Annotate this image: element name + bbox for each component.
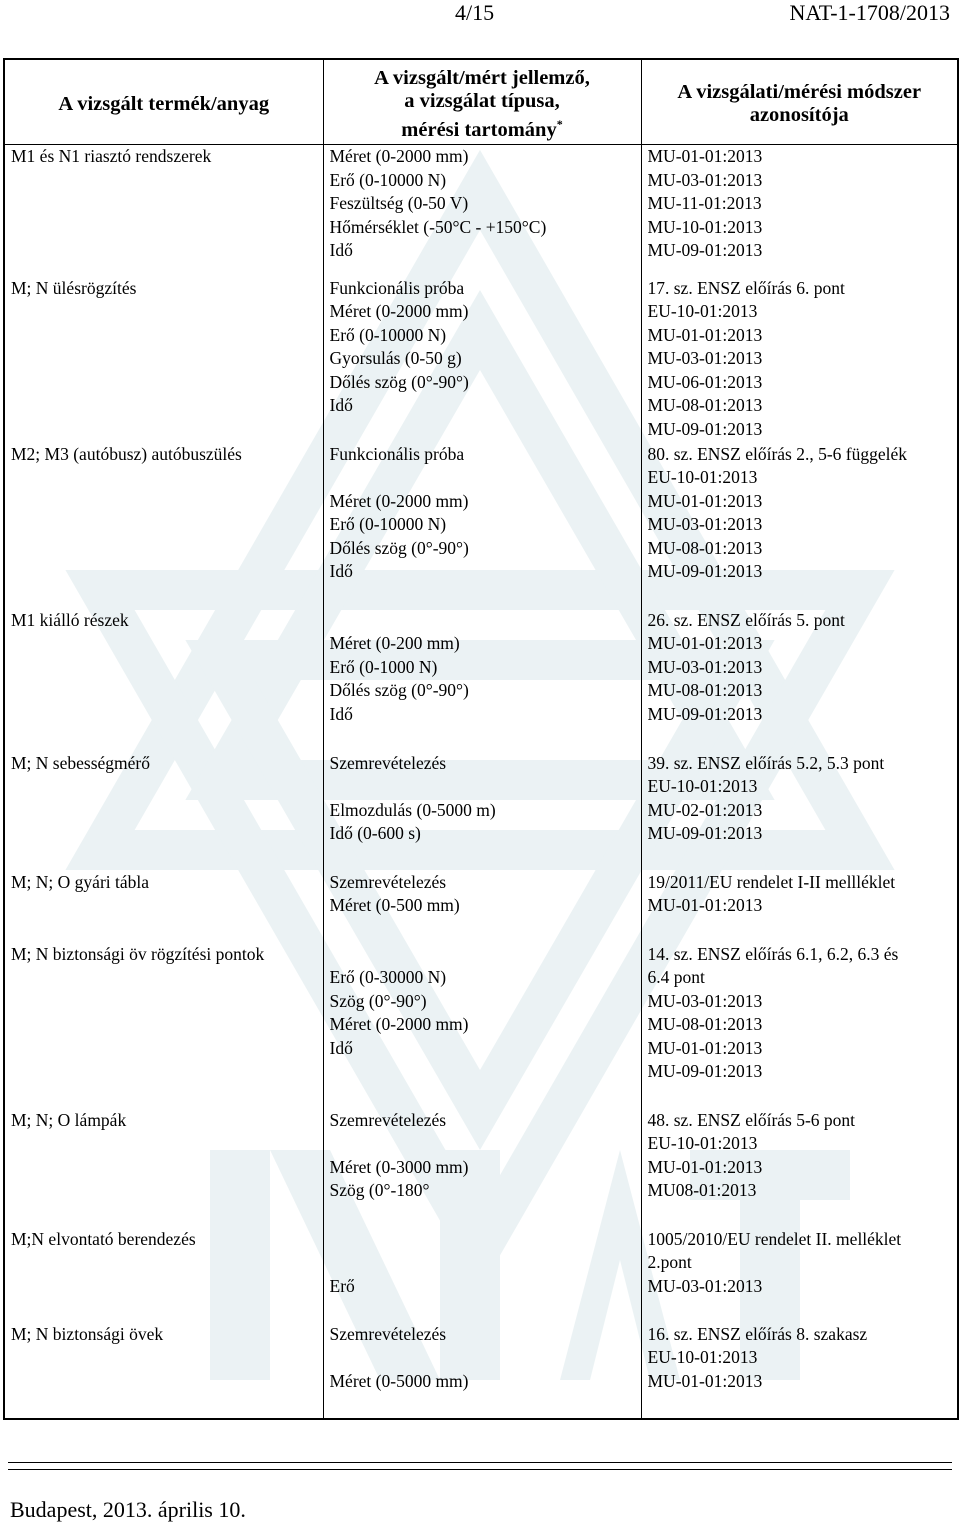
property-cell xyxy=(323,145,641,277)
property-line: Idő xyxy=(329,395,353,415)
page-header xyxy=(0,0,960,30)
property-line: Idő xyxy=(329,561,353,581)
property-line: Erő xyxy=(329,1275,355,1296)
property-cell xyxy=(323,752,641,871)
property-line: Szemrevételezés xyxy=(329,1323,447,1344)
method-line: MU-11-01:2013 xyxy=(647,193,762,213)
product-name: M; N; O gyári tábla xyxy=(11,871,150,892)
property-line: Funkcionális próba xyxy=(329,277,465,298)
method-line: MU-08-01:2013 xyxy=(647,537,763,558)
product-cell xyxy=(4,443,323,609)
blank-line xyxy=(330,1251,641,1275)
property-line: Erő (0-10000 N) xyxy=(329,514,447,534)
property-line: Erő (0-30000 N) xyxy=(329,967,447,987)
property-cell xyxy=(323,609,641,752)
method-line: MU-09-01:2013 xyxy=(647,703,763,724)
column-header-property: A vizsgált/mért jellemző, a vizsgálat típusa, mérési tartomány* xyxy=(323,59,641,145)
method-line: MU-03-01:2013 xyxy=(647,990,763,1011)
product-name: M1 és N1 riasztó rendszerek xyxy=(11,146,212,166)
property-line: Méret (0-2000 mm) xyxy=(329,301,469,321)
table-row xyxy=(4,1109,958,1228)
column-header-product: A vizsgált termék/anyag xyxy=(4,59,323,145)
method-cell xyxy=(641,1109,958,1228)
product-cell xyxy=(4,1228,323,1323)
method-line: 39. sz. ENSZ előírás 5.2, 5.3 pont xyxy=(647,752,885,773)
product-name: M; N ülésrögzítés xyxy=(11,277,137,298)
method-cell xyxy=(641,145,958,277)
method-line: MU08-01:2013 xyxy=(647,1180,757,1200)
method-line: MU-09-01:2013 xyxy=(647,1061,763,1081)
property-line: Méret (0-200 mm) xyxy=(329,633,460,653)
method-line: 6.4 pont xyxy=(647,967,705,987)
method-cell xyxy=(641,943,958,1109)
page-number: 4/15 xyxy=(455,0,495,25)
method-line: EU-10-01:2013 xyxy=(647,467,758,487)
blank-line xyxy=(330,466,641,490)
blank-line xyxy=(330,1346,641,1370)
property-line: Gyorsulás (0-50 g) xyxy=(329,348,462,368)
property-line: Idő (0-600 s) xyxy=(329,823,421,843)
method-line: EU-10-01:2013 xyxy=(647,301,758,321)
blank-line xyxy=(330,943,641,967)
property-cell xyxy=(323,443,641,609)
method-cell xyxy=(641,871,958,943)
method-line: 19/2011/EU rendelet I-II mellléklet xyxy=(647,871,896,892)
property-line: Idő xyxy=(329,703,353,724)
table-row xyxy=(4,277,958,443)
property-line: Méret (0-2000 mm) xyxy=(329,1014,469,1034)
product-cell xyxy=(4,1109,323,1228)
method-line: MU-02-01:2013 xyxy=(647,799,763,820)
table-row xyxy=(4,1323,958,1419)
product-cell xyxy=(4,871,323,943)
product-cell xyxy=(4,145,323,277)
method-line: 16. sz. ENSZ előírás 8. szakasz xyxy=(647,1323,868,1344)
method-line: MU-01-01:2013 xyxy=(647,895,763,915)
method-line: MU-01-01:2013 xyxy=(647,146,763,166)
property-line: Dőlés szög (0°-90°) xyxy=(329,680,469,700)
column-header-property-line: mérési tartomány xyxy=(401,118,557,141)
table-header-row xyxy=(4,59,958,145)
product-cell xyxy=(4,277,323,443)
property-line: Szög (0°-90°) xyxy=(329,990,427,1011)
method-cell xyxy=(641,752,958,871)
table-row xyxy=(4,145,958,277)
method-line: MU-09-01:2013 xyxy=(647,561,763,581)
table-row xyxy=(4,943,958,1109)
place-date: Budapest, 2013. április 10. xyxy=(10,1497,246,1522)
method-cell xyxy=(641,277,958,443)
footer-rule xyxy=(8,1462,952,1463)
product-name: M; N biztonsági öv rögzítési pontok xyxy=(11,943,265,964)
product-name: M; N biztonsági övek xyxy=(11,1323,164,1344)
accreditation-table xyxy=(3,58,959,1420)
method-cell xyxy=(641,1228,958,1323)
method-cell xyxy=(641,609,958,752)
method-line: EU-10-01:2013 xyxy=(647,1347,758,1367)
product-cell xyxy=(4,1323,323,1419)
method-line: MU-01-01:2013 xyxy=(647,324,763,345)
property-line: Szemrevételezés xyxy=(329,752,447,773)
table-row xyxy=(4,1228,958,1323)
method-cell xyxy=(641,443,958,609)
property-line: Méret (0-500 mm) xyxy=(329,895,460,915)
method-line: MU-03-01:2013 xyxy=(647,348,763,368)
method-line: MU-01-01:2013 xyxy=(647,1037,763,1058)
table-row xyxy=(4,871,958,943)
property-line: Dőlés szög (0°-90°) xyxy=(329,537,469,558)
property-line: Elmozdulás (0-5000 m) xyxy=(329,799,496,820)
method-line: MU-01-01:2013 xyxy=(647,633,763,653)
column-header-method: A vizsgálati/mérési módszer azonosítója xyxy=(641,59,958,145)
blank-line xyxy=(330,1132,641,1156)
method-line: 17. sz. ENSZ előírás 6. pont xyxy=(647,277,845,298)
property-line: Erő (0-10000 N) xyxy=(329,169,447,190)
method-cell xyxy=(641,1323,958,1419)
method-line: MU-01-01:2013 xyxy=(647,1370,763,1391)
method-line: MU-09-01:2013 xyxy=(647,823,763,843)
property-line: Idő xyxy=(329,1037,353,1058)
property-cell xyxy=(323,1228,641,1323)
method-line: MU-08-01:2013 xyxy=(647,680,763,700)
blank-line xyxy=(330,775,641,799)
property-line: Méret (0-2000 mm) xyxy=(329,146,469,166)
property-cell xyxy=(323,871,641,943)
product-name: M; N sebességmérő xyxy=(11,752,151,773)
method-line: MU-03-01:2013 xyxy=(647,514,763,534)
property-line: Méret (0-3000 mm) xyxy=(329,1156,469,1177)
product-name: M;N elvontató berendezés xyxy=(11,1228,196,1249)
property-line: Méret (0-5000 mm) xyxy=(329,1370,469,1391)
blank-line xyxy=(330,1228,641,1252)
method-line: MU-09-01:2013 xyxy=(647,418,763,439)
document-id: NAT-1-1708/2013 xyxy=(789,0,950,25)
footer-rule-2 xyxy=(8,1469,952,1470)
method-line: MU-08-01:2013 xyxy=(647,1014,763,1034)
method-line: 2.pont xyxy=(647,1252,692,1272)
method-line: MU-06-01:2013 xyxy=(647,371,763,392)
property-line: Feszültség (0-50 V) xyxy=(329,193,469,213)
method-line: MU-03-01:2013 xyxy=(647,169,763,190)
method-line: EU-10-01:2013 xyxy=(647,776,758,796)
product-cell xyxy=(4,752,323,871)
table-row xyxy=(4,752,958,871)
property-line: Dőlés szög (0°-90°) xyxy=(329,371,469,392)
property-cell xyxy=(323,277,641,443)
property-cell xyxy=(323,1109,641,1228)
method-line: 1005/2010/EU rendelet II. melléklet xyxy=(647,1228,902,1249)
footnote-mark: * xyxy=(556,116,563,131)
property-line: Szemrevételezés xyxy=(329,1109,447,1130)
property-line: Funkcionális próba xyxy=(329,443,465,464)
method-line: 80. sz. ENSZ előírás 2., 5-6 függelék xyxy=(647,443,908,464)
property-line: Szemrevételezés xyxy=(329,871,447,892)
method-line: MU-08-01:2013 xyxy=(647,395,763,415)
method-line: MU-01-01:2013 xyxy=(647,490,763,511)
table-row xyxy=(4,443,958,609)
property-line: Erő (0-10000 N) xyxy=(329,324,447,345)
method-line: MU-01-01:2013 xyxy=(647,1156,763,1177)
blank-line xyxy=(330,609,641,633)
property-cell xyxy=(323,943,641,1109)
method-line: MU-10-01:2013 xyxy=(647,216,763,237)
product-name: M2; M3 (autóbusz) autóbuszülés xyxy=(11,443,242,464)
method-line: 14. sz. ENSZ előírás 6.1, 6.2, 6.3 és xyxy=(647,943,899,964)
table-row xyxy=(4,609,958,752)
property-cell xyxy=(323,1323,641,1419)
product-cell xyxy=(4,943,323,1109)
method-line: EU-10-01:2013 xyxy=(647,1133,758,1153)
property-line: Szög (0°-180° xyxy=(329,1180,430,1200)
product-name: M1 kiálló részek xyxy=(11,609,129,630)
property-line: Hőmérséklet (-50°C - +150°C) xyxy=(329,216,547,237)
property-line: Méret (0-2000 mm) xyxy=(329,490,469,511)
property-line: Idő xyxy=(329,240,353,260)
method-line: MU-09-01:2013 xyxy=(647,240,763,260)
method-line: 48. sz. ENSZ előírás 5-6 pont xyxy=(647,1109,856,1130)
property-line: Erő (0-1000 N) xyxy=(329,656,438,677)
method-line: MU-03-01:2013 xyxy=(647,1275,763,1296)
method-line: MU-03-01:2013 xyxy=(647,656,763,677)
product-name: M; N; O lámpák xyxy=(11,1109,127,1130)
product-cell xyxy=(4,609,323,752)
method-line: 26. sz. ENSZ előírás 5. pont xyxy=(647,609,845,630)
